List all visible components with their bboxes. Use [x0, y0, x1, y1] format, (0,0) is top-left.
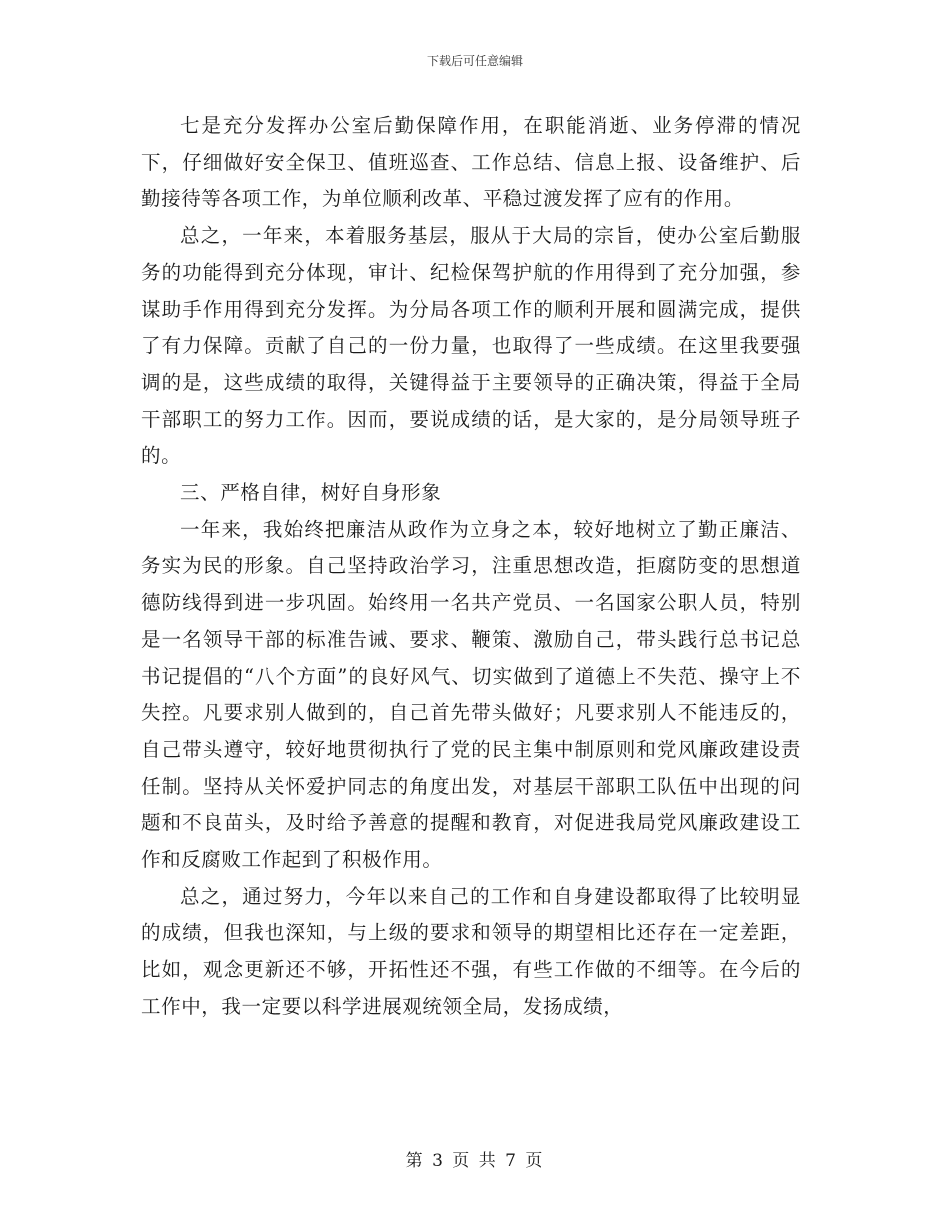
page-header: 下载后可任意编辑	[426, 54, 523, 68]
paragraph-summary-service: 总之，一年来，本着服务基层，服从于大局的宗旨，使办公室后勤服务的功能得到充分体现，审计、纪检保驾护航的作用得到了充分加强，参谋助手作用得到充分发挥。为分局各项工作的顺利开展和圆满完成，提供了有力保障。贡献了自己的一份力量，也取得了一些成绩。在这里我要强调的是，这些成绩的取得，关键得益于主要领导的正确决策，得益于全局干部职工的努力工作。因而，要说成绩的话，是大家的，是分局领导班子的。	[141, 224, 801, 468]
document-body	[141, 108, 801, 1026]
section-heading-self-discipline: 三、严格自律，树好自身形象	[180, 481, 442, 505]
paragraph-office-support: 七是充分发挥办公室后勤保障作用，在职能消逝、业务停滞的情况下，仔细做好安全保卫、值班巡查、工作总结、信息上报、设备维护、后勤接待等各项工作，为单位顺利改革、平稳过渡发挥了应有的作用。	[141, 114, 801, 211]
paragraph-integrity: 一年来，我始终把廉洁从政作为立身之本，较好地树立了勤正廉洁、务实为民的形象。自己坚持政治学习，注重思想改造，拒腐防变的思想道德防线得到进一步巩固。始终用一名共产党员、一名国家公职人员，特别是一名领导干部的标准告诫、要求、鞭策、激励自己，带头践行总书记总书记提倡的“八个方面”的良好风气、切实做到了道德上不失范、操守上不失控。凡要求别人做到的，自己首先带头做好；凡要求别人不能违反的，自己带头遵守，较好地贯彻执行了党的民主集中制原则和党风廉政建设责任制。坚持从关怀爱护同志的角度出发，对基层干部职工队伍中出现的问题和不良苗头，及时给予善意的提醒和教育，对促进我局党风廉政建设工作和反腐败工作起到了积极作用。	[141, 517, 801, 872]
page-number: 第 3 页 共 7 页	[405, 1151, 545, 1171]
paragraph-conclusion: 总之，通过努力，今年以来自己的工作和自身建设都取得了比较明显的成绩，但我也深知，与上级的要求和领导的期望相比还存在一定差距，比如，观念更新还不够，开拓性还不强，有些工作做的不细等。在今后的工作中，我一定要以科学进展观统领全局，发扬成绩，	[141, 884, 801, 1018]
